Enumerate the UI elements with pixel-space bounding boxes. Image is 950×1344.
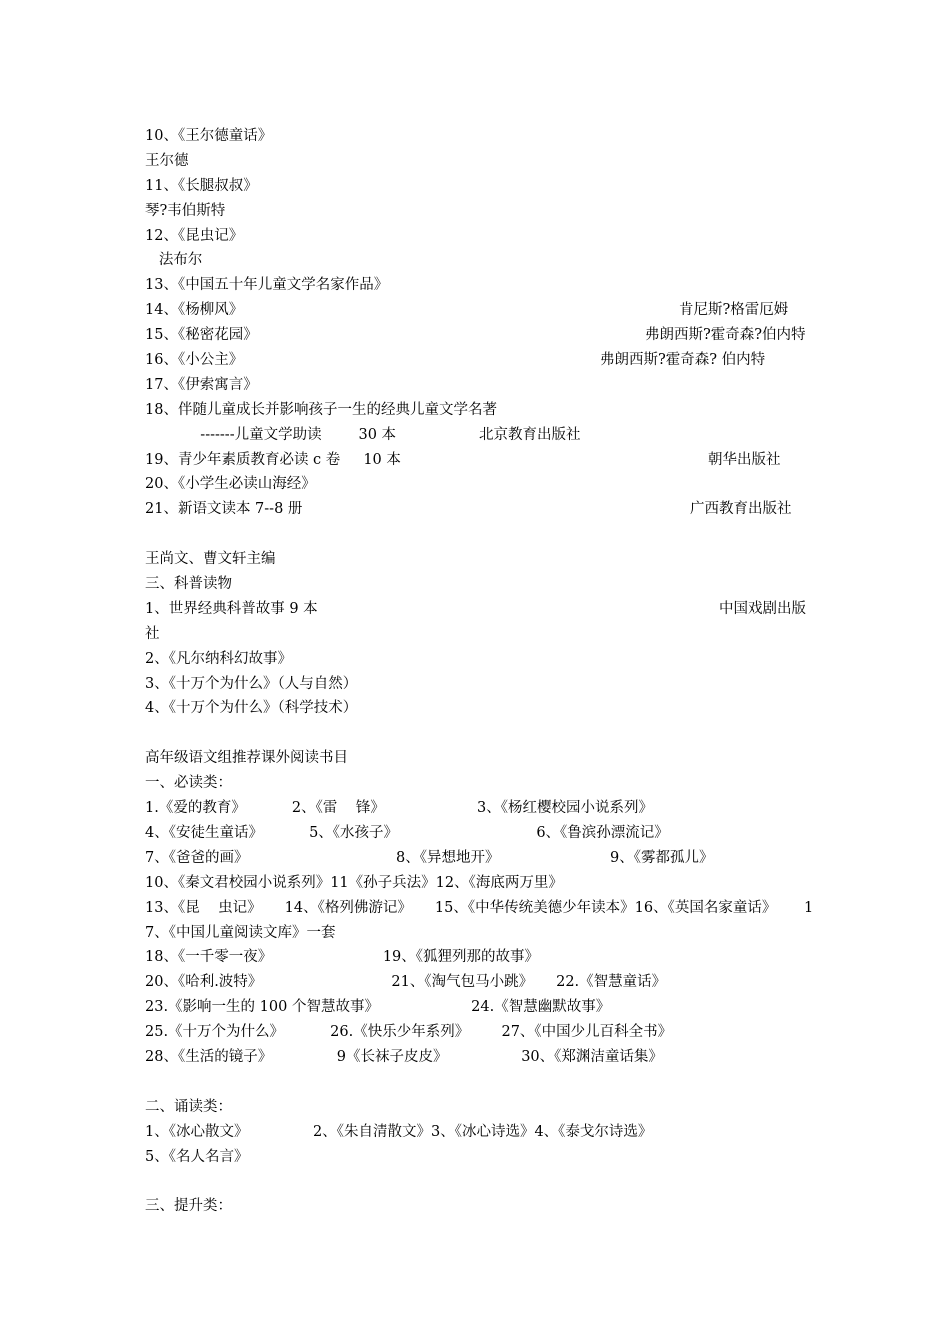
text-line [145,821,810,846]
text-line [145,597,810,622]
text-line [145,995,810,1020]
line-text: 21、新语文读本 7--8 册 [145,501,303,518]
text-line [145,796,810,821]
line-text: 法布尔 [145,252,203,269]
line-text: 3、《十万个为什么》（人与自然） [145,675,358,692]
text-line [145,746,810,771]
text-line [145,373,810,398]
line-text: 4、《安徒生童话》 5、《水孩子》 6、《鲁滨孙漂流记》 [145,824,669,841]
text-line [145,1045,810,1070]
line-text: 王尚文、曹文轩主编 [145,551,276,568]
line-text: 17、《伊索寓言》 [145,376,258,393]
document-body [145,124,814,1219]
text-line [145,672,810,697]
line-text: 18、伴随儿童成长并影响孩子一生的经典儿童文学名著 [145,401,497,418]
line-text: 2、《凡尔纳科幻故事》 [145,650,292,667]
text-line [145,124,810,149]
line-text: 社 [145,625,160,642]
line-text: 19、青少年素质教育必读 c 卷 10 本 [145,451,401,468]
line-text: 三、提升类： [145,1198,232,1215]
text-line [145,522,810,547]
line-text: 10、《王尔德童话》 [145,128,273,144]
line-text: 4、《十万个为什么》（科学技术） [145,700,358,717]
text-line [145,622,810,647]
text-line [145,871,810,896]
line-text: 20、《小学生必读山海经》 [145,476,316,493]
text-line [145,224,810,249]
text-line [145,323,810,348]
text-line [145,647,810,672]
text-line [145,696,810,721]
line-text: 11、《长腿叔叔》 [145,177,258,194]
line-text: 7、《中国儿童阅读文库》一套 [145,924,336,941]
line-text: -------儿童文学助读 30 本 北京教育出版社 [145,426,581,443]
text-line [145,1120,810,1145]
text-line [145,149,810,174]
line-text: 12、《昆虫记》 [145,227,244,244]
line-right-text: 弗朗西斯?霍奇森?伯内特 [645,327,806,344]
text-line [145,1020,810,1045]
line-text: 王尔德 [145,152,189,169]
line-text: 7、《爸爸的画》 8、《异想地开》 9、《雾都孤儿》 [145,849,714,866]
text-line [145,721,810,746]
text-line [145,1095,810,1120]
text-line [145,174,810,199]
line-text: 二、诵读类： [145,1098,232,1115]
text-line [145,298,810,323]
line-text: 13、《中国五十年儿童文学名家作品》 [145,277,389,294]
line-text: 28、《生活的镜子》 9《长袜子皮皮》 30、《郑渊洁童话集》 [145,1048,663,1065]
line-text: 1、《冰心散文》 2、《朱自清散文》3、《冰心诗选》4、《泰戈尔诗选》 [145,1123,653,1140]
line-text: 高年级语文组推荐课外阅读书目 [145,750,348,767]
text-line [145,398,810,423]
line-right-text: 中国戏剧出版 [719,600,806,617]
text-line [145,448,810,473]
text-line [145,497,810,522]
line-right-text: 广西教育出版社 [690,501,792,518]
line-text: 18、《一千零一夜》 19、《狐狸列那的故事》 [145,949,540,966]
text-line [145,273,810,298]
text-line [145,199,810,224]
text-line [145,846,810,871]
line-text: 1.《爱的教育》 2、《雷 锋》 3、《杨红樱校园小说系列》 [145,800,653,817]
text-line [145,921,810,946]
line-right-text: 朝华出版社 [708,451,781,468]
line-text: 5、《名人名言》 [145,1148,249,1165]
text-line [145,572,810,597]
text-line [145,248,810,273]
line-text: 25.《十万个为什么》 26.《快乐少年系列》 27、《中国少儿百科全书》 [145,1024,673,1041]
line-text: 13、《昆 虫记》 14、《格列佛游记》 15、《中华传统美德少年读本》16、《英国名家童话》 1 [145,899,814,916]
text-line [145,896,814,921]
line-text: 琴?韦伯斯特 [145,202,226,219]
text-line [145,1145,810,1170]
line-text: 15、《秘密花园》 [145,327,258,344]
line-text: 20、《哈利.波特》 21、《淘气包马小跳》 22.《智慧童话》 [145,974,667,991]
text-line [145,547,810,572]
line-right-text: 弗朗西斯?霍奇森? 伯内特 [600,352,766,369]
text-line [145,1070,810,1095]
line-text: 16、《小公主》 [145,352,244,369]
line-text: 23.《影响一生的 100 个智慧故事》 24.《智慧幽默故事》 [145,999,611,1016]
line-right-text: 肯尼斯?格雷厄姆 [679,302,789,319]
text-line [145,1169,810,1194]
text-line [145,771,810,796]
line-text: 14、《杨柳风》 [145,302,244,319]
line-text: 一、必读类： [145,775,232,792]
line-text: 10、《秦文君校园小说系列》11《孙子兵法》12、《海底两万里》 [145,874,563,891]
text-line [145,970,810,995]
text-line [145,423,810,448]
line-text: 1、世界经典科普故事 9 本 [145,600,318,617]
text-line [145,1194,810,1219]
text-line [145,472,810,497]
line-text: 三、科普读物 [145,576,232,593]
text-line [145,348,810,373]
text-line [145,945,810,970]
